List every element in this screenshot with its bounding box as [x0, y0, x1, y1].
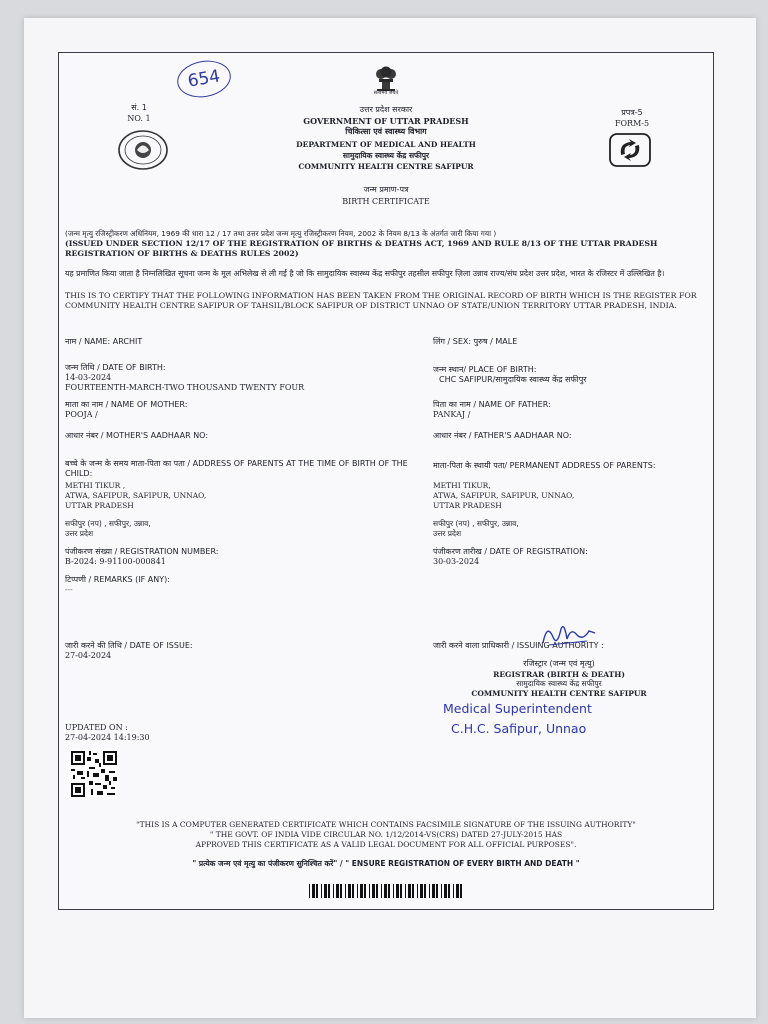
name-field: नाम / NAME: ARCHIT — [65, 337, 143, 346]
registration-date-value: 30-03-2024 — [433, 557, 480, 566]
registrar-centre-hindi: सामुदायिक स्वास्थ्य केंद्र सफीपुर — [516, 679, 602, 688]
certify-english: THIS IS TO CERTIFY THAT THE FOLLOWING INFORMATION HAS BEEN TAKEN FROM THE ORIGINAL RECORD OF BIRTH WHICH IS THE REGISTER FOR COMMUNITY HEALTH CENTRE SAFIPUR OF TAHSIL/BLOCK SAFIPUR OF DISTRICT UNNAO OF STATE/UNION TERRITORY UTTAR PRADESH, INDIA. — [65, 291, 697, 310]
title-english: BIRTH CERTIFICATE — [342, 197, 430, 206]
issued-under-english: (ISSUED UNDER SECTION 12/17 OF THE REGISTRATION OF BIRTHS & DEATHS ACT, 1969 AND RULE 8/13 OF THE UTTAR PRADESH REGISTRATION OF BIRTHS & DEATHS RULES 2002) — [65, 239, 658, 258]
qr-code-icon — [69, 749, 119, 799]
address-at-birth-label: बच्चे के जन्म के समय माता-पिता का पता / ADDRESS OF PARENTS AT THE TIME OF BIRTH OF THE CHILD: — [65, 459, 408, 478]
mother-label: माता का नाम / NAME OF MOTHER: — [65, 400, 188, 409]
issued-under-hindi: (जन्म मृत्यु रजिस्ट्रीकरण अधिनियम, 1969 की धारा 12 / 17 तथा उत्तर प्रदेश जन्म मृत्यु रजिस्ट्रीकरण नियम, 2002 के नियम 8/13 के अंतर्गत जारी किया गया ) — [65, 229, 497, 238]
stamp-line-1: Medical Superintendent — [443, 701, 592, 716]
remarks-label: टिप्पणी / REMARKS (IF ANY): — [65, 575, 170, 584]
crs-logo-icon — [609, 133, 651, 167]
registrar-hindi: रजिस्ट्रार (जन्म एवं मृत्यु) — [523, 659, 595, 668]
sex-field: लिंग / SEX: पुरुष / MALE — [433, 337, 518, 346]
updated-label: UPDATED ON : — [65, 723, 128, 732]
permanent-address-line-1: METHI TIKUR, — [433, 481, 491, 490]
stamp-line-2: C.H.C. Safipur, Unnao — [451, 721, 587, 736]
gov-english: GOVERNMENT OF UTTAR PRADESH — [303, 116, 469, 126]
permanent-address-label: माता-पिता के स्थायी पता/ PERMANENT ADDRESS OF PARENTS: — [433, 461, 656, 470]
birth-certificate — [58, 52, 714, 910]
registration-number-value: B-2024: 9-91100-000841 — [65, 557, 166, 566]
handwritten-number: 654 — [174, 57, 233, 102]
permanent-address-line-3: UTTAR PRADESH — [433, 501, 502, 510]
address-at-birth-line-3: UTTAR PRADESH — [65, 501, 134, 510]
dept-hindi: चिकित्सा एवं स्वास्थ्य विभाग — [345, 127, 427, 136]
registrar-centre-english: COMMUNITY HEALTH CENTRE SAFIPUR — [471, 689, 647, 698]
gov-hindi: उत्तर प्रदेश सरकार — [359, 105, 413, 114]
issue-date-value: 27-04-2024 — [65, 651, 112, 660]
dept-english: DEPARTMENT OF MEDICAL AND HEALTH — [296, 140, 476, 149]
father-aadhaar: आधार नंबर / FATHER'S AADHAAR NO: — [433, 431, 572, 440]
issuing-authority-label: जारी करने वाला प्राधिकारी / ISSUING AUTHORITY : — [433, 641, 604, 650]
registration-number-label: पंजीकरण संख्या / REGISTRATION NUMBER: — [65, 547, 219, 556]
pob-label: जन्म स्थान/ PLACE OF BIRTH: — [433, 365, 537, 374]
footer-line-1: "THIS IS A COMPUTER GENERATED CERTIFICATE WHICH CONTAINS FACSIMILE SIGNATURE OF THE ISSUING AUTHORITY" — [136, 820, 636, 829]
dob-value: 14-03-2024 — [65, 373, 112, 382]
serial-hindi: सं. 1 — [131, 103, 147, 112]
form-hindi: प्रपत्र-5 — [621, 108, 643, 117]
centre-english: COMMUNITY HEALTH CENTRE SAFIPUR — [298, 162, 474, 171]
address-at-birth-line-2: ATWA, SAFIPUR, SAFIPUR, UNNAO, — [65, 491, 207, 500]
signature-icon — [539, 619, 599, 651]
pob-value: CHC SAFIPUR/सामुदायिक स्वास्थ्य केंद्र सफीपुर — [439, 375, 587, 384]
updated-value: 27-04-2024 14:19:30 — [65, 733, 150, 742]
form-english: FORM-5 — [614, 119, 650, 128]
uttar-pradesh-seal-icon — [117, 129, 169, 171]
address-at-birth-line-1: METHI TIKUR , — [65, 481, 126, 490]
serial-english: NO. 1 — [127, 114, 151, 123]
remarks-value: --- — [65, 585, 73, 594]
permanent-address-line-2: ATWA, SAFIPUR, SAFIPUR, UNNAO, — [433, 491, 575, 500]
barcode-icon — [309, 883, 467, 897]
father-value: PANKAJ / — [433, 410, 471, 419]
footer-line-3: APPROVED THIS CERTIFICATE AS A VALID LEGAL DOCUMENT FOR ALL OFFICIAL PURPOSES". — [195, 840, 577, 849]
issue-date-label: जारी करने की तिथि / DATE OF ISSUE: — [65, 641, 193, 650]
dob-words: FOURTEENTH-MARCH-TWO THOUSAND TWENTY FOUR — [65, 383, 305, 392]
permanent-address-hindi-2: उत्तर प्रदेश — [433, 529, 462, 538]
mother-value: POOJA / — [65, 410, 98, 419]
registrar-english: REGISTRAR (BIRTH & DEATH) — [493, 670, 625, 679]
mother-aadhaar: आधार नंबर / MOTHER'S AADHAAR NO: — [65, 431, 209, 440]
centre-hindi: सामुदायिक स्वास्थ्य केंद्र सफीपुर — [342, 151, 430, 160]
footer-line-2: " THE GOVT. OF INDIA VIDE CIRCULAR NO. 1/12/2014-VS(CRS) DATED 27-JULY-2015 HAS — [209, 830, 563, 839]
father-label: पिता का नाम / NAME OF FATHER: — [433, 400, 551, 409]
permanent-address-hindi-1: सफीपुर (नप) , सफीपुर, उन्नाव, — [433, 519, 519, 528]
dob-label: जन्म तिथि / DATE OF BIRTH: — [65, 363, 166, 372]
title-hindi: जन्म प्रमाण-पत्र — [363, 185, 409, 194]
address-at-birth-hindi-2: उत्तर प्रदेश — [65, 529, 94, 538]
address-at-birth-hindi-1: सफीपुर (नप) , सफीपुर, उन्नाव, — [65, 519, 151, 528]
emblem-caption: सत्यमेव जयते — [373, 90, 399, 96]
certify-hindi: यह प्रमाणित किया जाता है निम्नलिखित सूचना जन्म के मूल अभिलेख से ली गई है जो कि सामुदायिक स्वास्थ्य केंद्र सफीपुर तहसील सफीपुर ज़िला उन्नाव राज्य/संघ प्रदेश उत्तर प्रदेश, भारत के रजिस्टर में उल्लिखित है। — [65, 269, 665, 278]
footer-line-4: " प्रत्येक जन्म एवं मृत्यु का पंजीकरण सुनिश्चित करें" / " ENSURE REGISTRATION OF EVERY BIRTH AND DEATH " — [192, 859, 580, 868]
registration-date-label: पंजीकरण तारीख / DATE OF REGISTRATION: — [433, 547, 588, 556]
